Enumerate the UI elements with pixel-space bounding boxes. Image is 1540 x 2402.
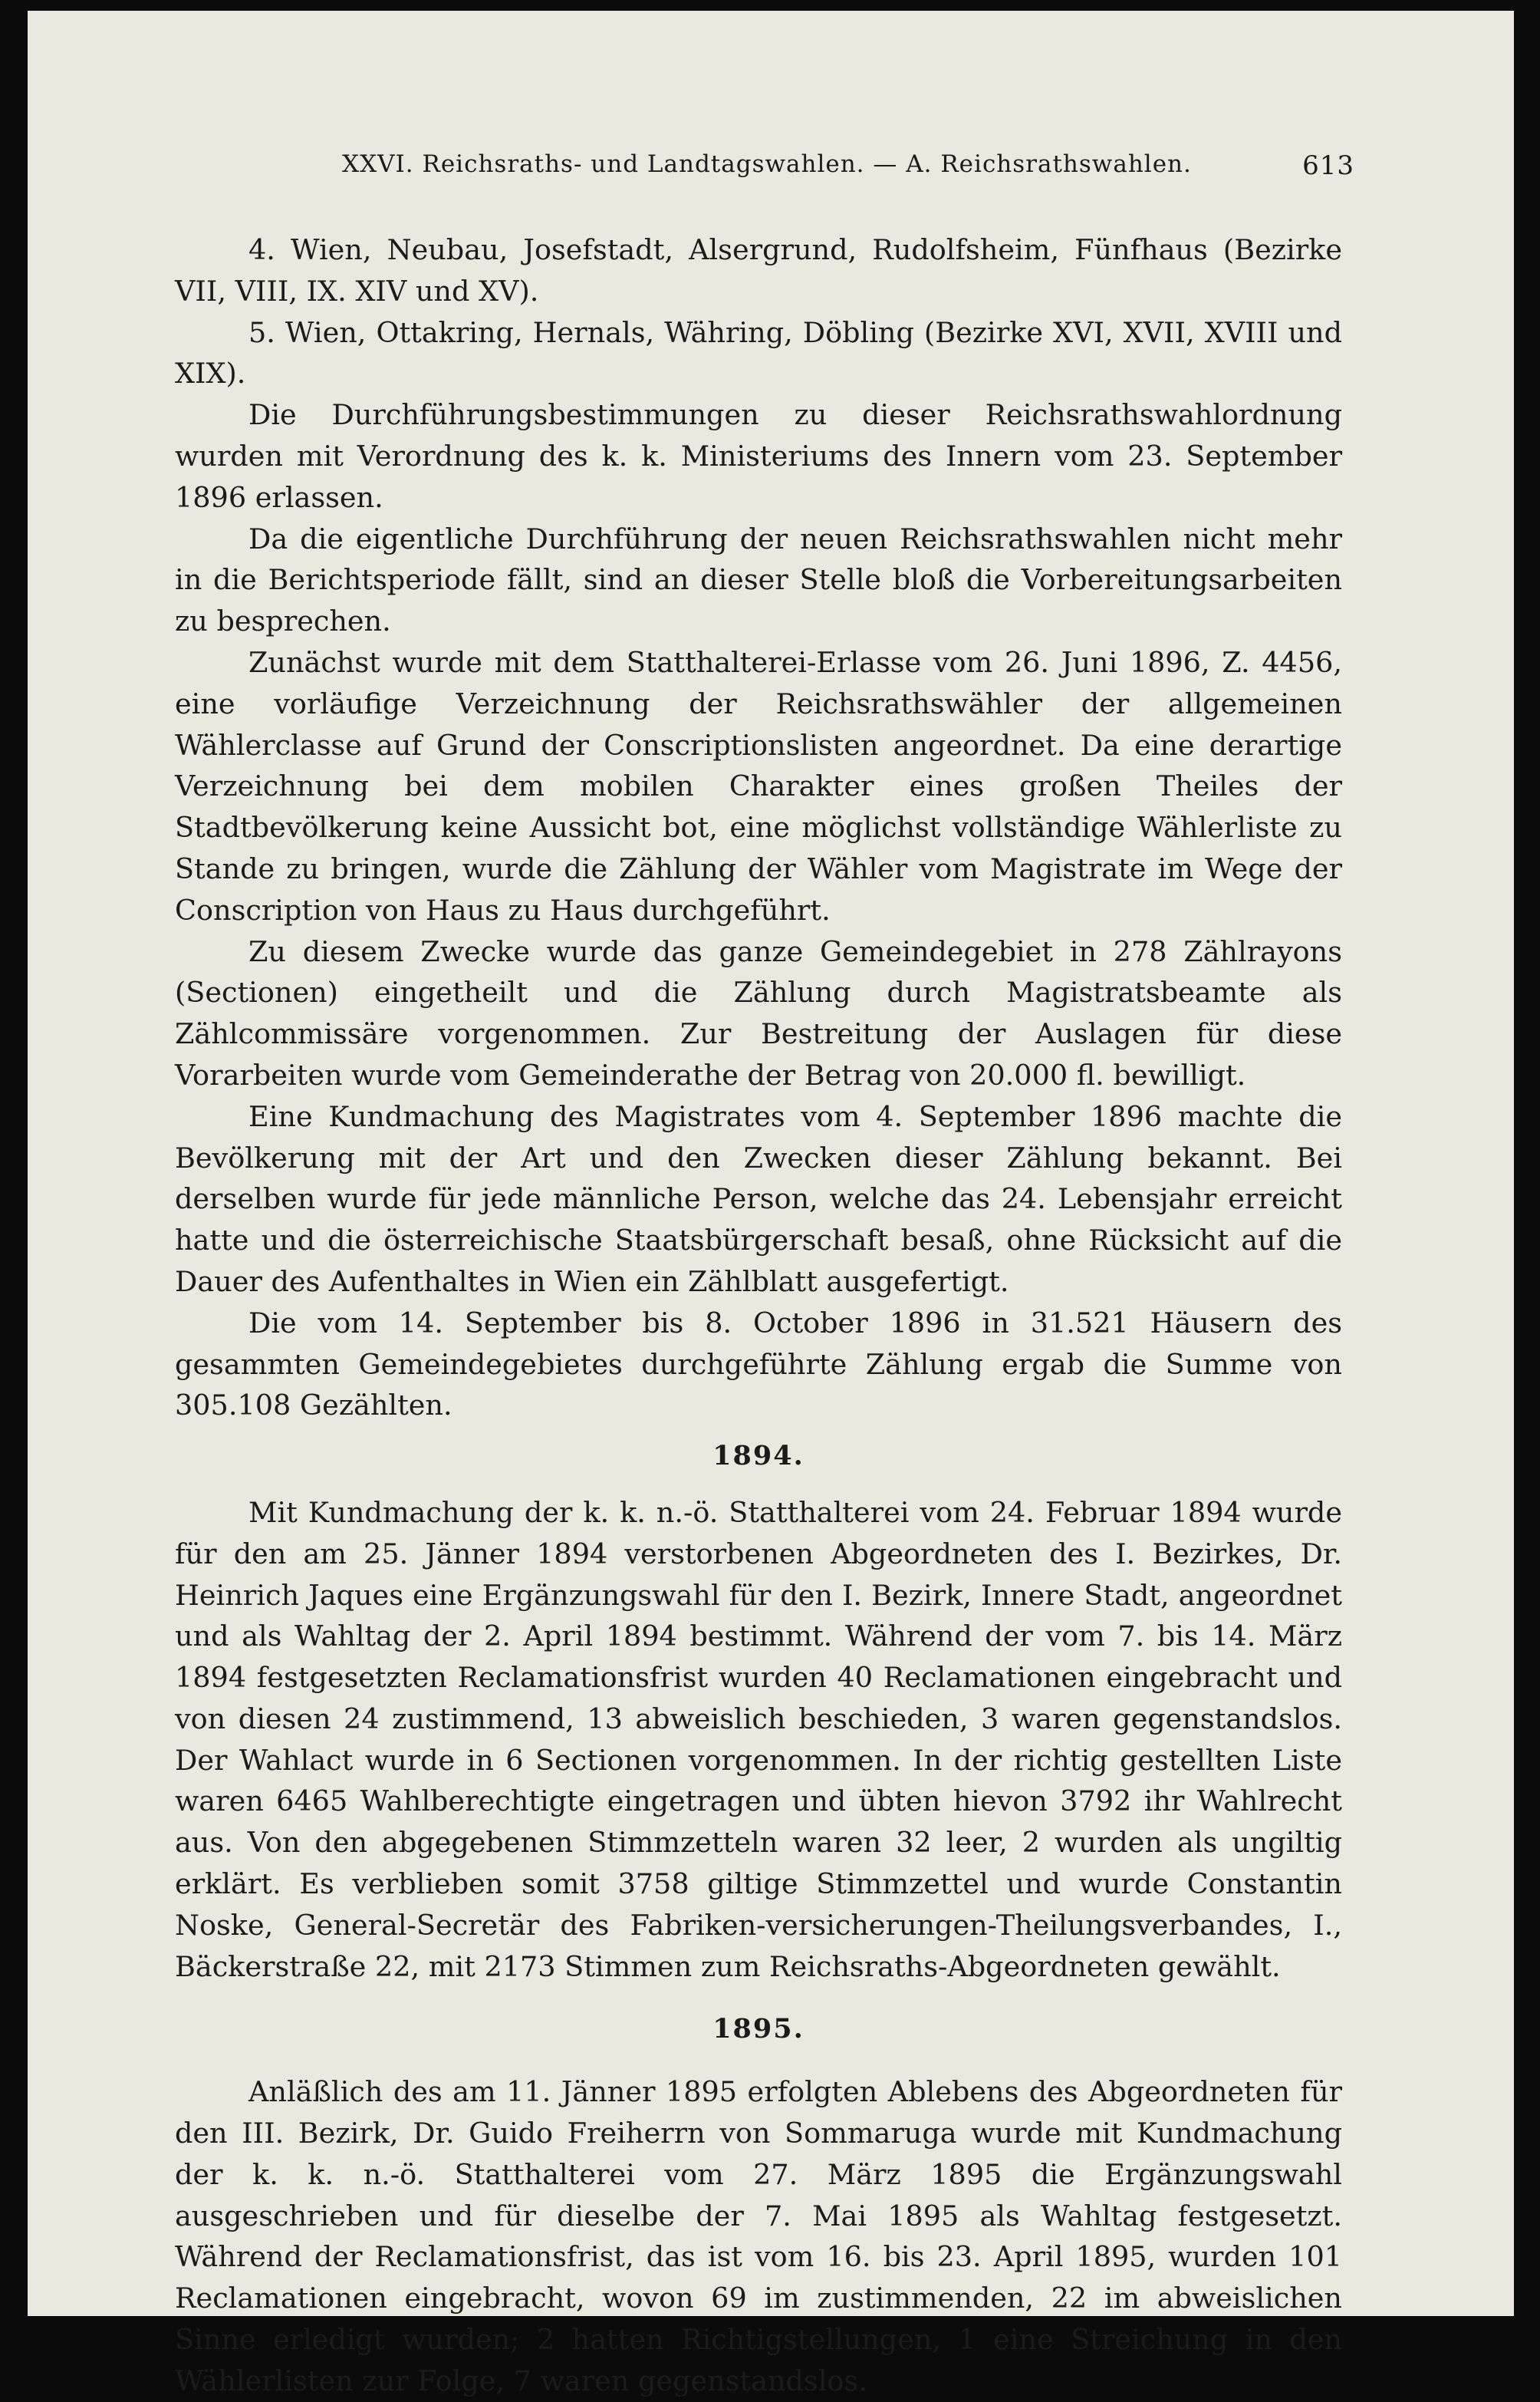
running-title: XXVI. Reichsraths- und Landtagswahlen. — A. Reichsrathswahlen.	[342, 150, 1192, 178]
paragraph-census-sections: Zu diesem Zwecke wurde das ganze Gemeindegebiet in 278 Zählrayons (Sectionen) eingetheilt und die Zählung durch Magistratsbeamte als Zählcommissäre vorgenommen. Zur Bestreitung der Auslagen für diese Vorarbeiten wurde vom Gemeinderathe der Betrag von 20.000 fl. bewilligt.	[175, 934, 1342, 1092]
paragraph-reporting-period: Da die eigentliche Durchführung der neuen Reichsrathswahlen nicht mehr in die Berichtsperiode fällt, sind an dieser Stelle bloß die Vorbereitungsarbeiten zu besprechen.	[175, 522, 1342, 638]
paragraph-regulations: Die Durchführungsbestimmungen zu dieser Reichsrathswahlordnung wurden mit Verordnung des k. k. Ministeriums des Innern vom 23. September 1896 erlassen.	[175, 398, 1342, 514]
paragraph-election-1894: Mit Kundmachung der k. k. n.-ö. Statthalterei vom 24. Februar 1894 wurde für den am 25. Jänner 1894 verstorbenen Abgeordneten des I. Bezirkes, Dr. Heinrich Jaques eine Ergänzungswahl für den I. Bezirk, Innere Stadt, angeordnet und als Wahltag der 2. April 1894 bestimmt. Während der vom 7. bis 14. März 1894 festgesetzten Reclamationsfrist wurden 40 Reclamationen eingebracht und von diesen 24 zustimmend, 13 abweislich beschieden, 3 waren gegenstandslos. Der Wahlact wurde in 6 Sectionen vorgenommen. In der richtig gestellten Liste waren 6465 Wahlberechtigte eingetragen und übten hievon 3792 ihr Wahlrecht aus. Von den abgegebenen Stimmzetteln waren 32 leer, 2 wurden als ungiltig erklärt. Es verblieben somit 3758 giltige Stimmzettel und wurde Constantin Noske, General-Secretär des Fabriken-versicherungen-Theilungsverbandes, I., Bäckerstraße 22, mit 2173 Stimmen zum Reichsraths-Abgeordneten gewählt.	[175, 1495, 1342, 1983]
heading-1895: 1895.	[712, 2013, 805, 2045]
list-item-4: 4. Wien, Neubau, Josefstadt, Alsergrund, Rudolfsheim, Fünfhaus (Bezirke VII, VIII, IX. XIV und XV).	[175, 233, 1342, 308]
running-header	[342, 150, 1354, 181]
paragraph-census-result: Die vom 14. September bis 8. October 1896 in 31.521 Häusern des gesammten Gemeindegebietes durchgeführte Zählung ergab die Summe von 305.108 Gezählten.	[175, 1306, 1342, 1422]
page-number: 613	[1302, 150, 1354, 181]
heading-1894: 1894.	[712, 1440, 805, 1472]
page-body	[175, 229, 1342, 2402]
paragraph-voter-registration: Zunächst wurde mit dem Statthalterei-Erlasse vom 26. Juni 1896, Z. 4456, eine vorläufige Verzeichnung der Reichsrathswähler der allgemeinen Wählerclasse auf Grund der Conscriptionslisten angeordnet. Da eine derartige Verzeichnung bei dem mobilen Charakter eines großen Theiles der Stadtbevölkerung keine Aussicht bot, eine möglichst vollständige Wählerliste zu Stande zu bringen, wurde die Zählung der Wähler vom Magistrate im Wege der Conscription von Haus zu Haus durchgeführt.	[175, 645, 1342, 927]
list-item-5: 5. Wien, Ottakring, Hernals, Währing, Döbling (Bezirke XVI, XVII, XVIII und XIX).	[175, 315, 1342, 390]
paragraph-election-1895: Anläßlich des am 11. Jänner 1895 erfolgten Ablebens des Abgeordneten für den III. Bezirk, Dr. Guido Freiherrn von Sommaruga wurde mit Kundmachung der k. k. n.-ö. Statthalterei vom 27. März 1895 die Ergänzungswahl ausgeschrieben und für dieselbe der 7. Mai 1895 als Wahltag festgesetzt. Während der Reclamationsfrist, das ist vom 16. bis 23. April 1895, wurden 101 Reclamationen eingebracht, wovon 69 im zustimmenden, 22 im abweislichen Sinne erledigt wurden; 2 hatten Richtigstellungen, 1 eine Streichung in den Wählerlisten zur Folge, 7 waren gegenstandslos.	[175, 2075, 1342, 2397]
page	[28, 11, 1514, 2397]
paragraph-announcement: Eine Kundmachung des Magistrates vom 4. September 1896 machte die Bevölkerung mit der Art und den Zwecken dieser Zählung bekannt. Bei derselben wurde für jede männliche Person, welche das 24. Lebensjahr erreicht hatte und die österreichische Staatsbürgerschaft besaß, ohne Rücksicht auf die Dauer des Aufenthaltes in Wien ein Zählblatt ausgefertigt.	[175, 1099, 1342, 1298]
